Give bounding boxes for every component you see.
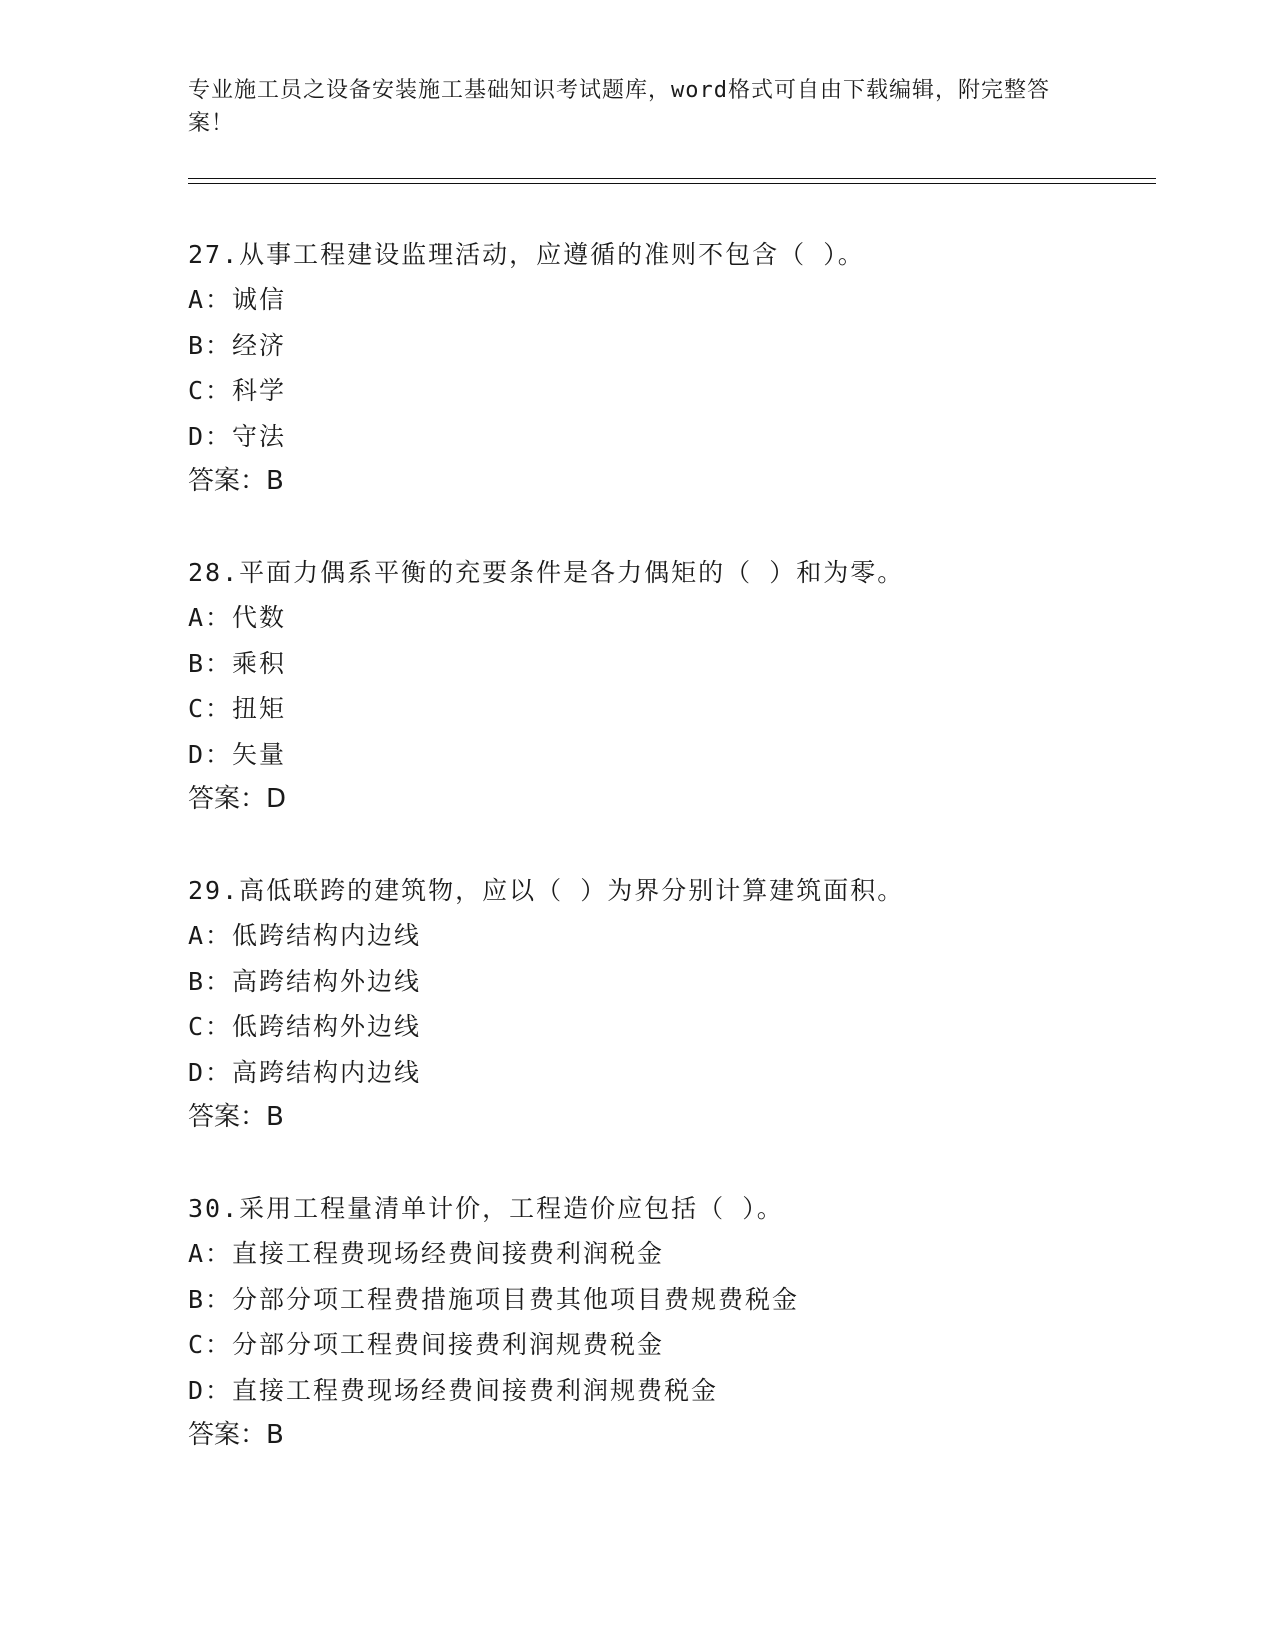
header-divider-bottom (188, 183, 1156, 184)
question-text: 从事工程建设监理活动，应遵循的准则不包含（ ）。 (239, 240, 865, 269)
option-letter: B： (188, 330, 233, 360)
option-letter: C： (188, 694, 233, 723)
question-title (188, 550, 1168, 595)
question-number: 29. (188, 876, 240, 905)
option-b (188, 1277, 1168, 1323)
option-text: 高跨结构内边线 (232, 1057, 422, 1087)
option-b (188, 323, 1168, 369)
option-letter: D： (188, 739, 233, 769)
option-c (188, 686, 1168, 732)
option-text: 高跨结构外边线 (232, 966, 422, 996)
option-d (188, 1368, 1168, 1414)
document-header (188, 74, 1068, 140)
answer: 答案：D (188, 784, 287, 814)
answer: 答案：B (188, 1420, 284, 1450)
question-title (188, 868, 1168, 913)
question-title (188, 232, 1168, 277)
question-text: 采用工程量清单计价，工程造价应包括（ ）。 (239, 1194, 784, 1223)
header-text: 专业施工员之设备安装施工基础知识考试题库，word格式可自由下载编辑，附完整答案！ (188, 78, 1050, 136)
option-b (188, 959, 1168, 1005)
option-text: 科学 (232, 376, 287, 405)
option-c (188, 1322, 1168, 1368)
option-letter: A： (188, 921, 233, 950)
option-text: 直接工程费现场经费间接费利润税金 (232, 1239, 665, 1268)
option-text: 分部分项工程费措施项目费其他项目费规费税金 (232, 1284, 800, 1314)
question-text: 高低联跨的建筑物，应以（ ）为界分别计算建筑面积。 (239, 876, 905, 905)
option-letter: C： (188, 1012, 233, 1041)
option-a (188, 913, 1168, 959)
option-d (188, 414, 1168, 460)
answer: 答案：B (188, 1102, 284, 1132)
option-d (188, 732, 1168, 778)
question-number: 30. (188, 1194, 240, 1223)
option-letter: A： (188, 1239, 233, 1268)
option-letter: B： (188, 966, 233, 996)
option-c (188, 1004, 1168, 1050)
header-divider-top (188, 178, 1156, 179)
option-d (188, 1050, 1168, 1096)
option-letter: A： (188, 603, 233, 632)
option-letter: A： (188, 285, 233, 314)
option-text: 乘积 (232, 648, 287, 678)
question-number: 27. (188, 240, 240, 269)
option-letter: B： (188, 648, 233, 678)
question-29 (188, 868, 1168, 1140)
option-letter: D： (188, 1057, 233, 1087)
option-letter: D： (188, 1375, 233, 1405)
option-a (188, 595, 1168, 641)
question-title (188, 1186, 1168, 1231)
option-text: 低跨结构外边线 (232, 1012, 422, 1041)
option-text: 分部分项工程费间接费利润规费税金 (232, 1330, 665, 1359)
option-letter: B： (188, 1284, 233, 1314)
option-text: 诚信 (232, 285, 287, 314)
option-text: 代数 (232, 603, 287, 632)
question-27 (188, 232, 1168, 504)
question-28 (188, 550, 1168, 822)
option-text: 守法 (232, 421, 287, 451)
answer: 答案：B (188, 466, 284, 496)
option-a (188, 277, 1168, 323)
option-text: 低跨结构内边线 (232, 921, 422, 950)
option-text: 经济 (232, 330, 287, 360)
option-letter: D： (188, 421, 233, 451)
option-letter: C： (188, 376, 233, 405)
option-text: 矢量 (232, 739, 287, 769)
option-text: 直接工程费现场经费间接费利润规费税金 (232, 1375, 719, 1405)
question-number: 28. (188, 558, 240, 587)
option-letter: C： (188, 1330, 233, 1359)
option-c (188, 368, 1168, 414)
question-30 (188, 1186, 1168, 1458)
question-text: 平面力偶系平衡的充要条件是各力偶矩的（ ）和为零。 (239, 558, 905, 587)
option-text: 扭矩 (232, 694, 287, 723)
option-a (188, 1231, 1168, 1277)
option-b (188, 641, 1168, 687)
